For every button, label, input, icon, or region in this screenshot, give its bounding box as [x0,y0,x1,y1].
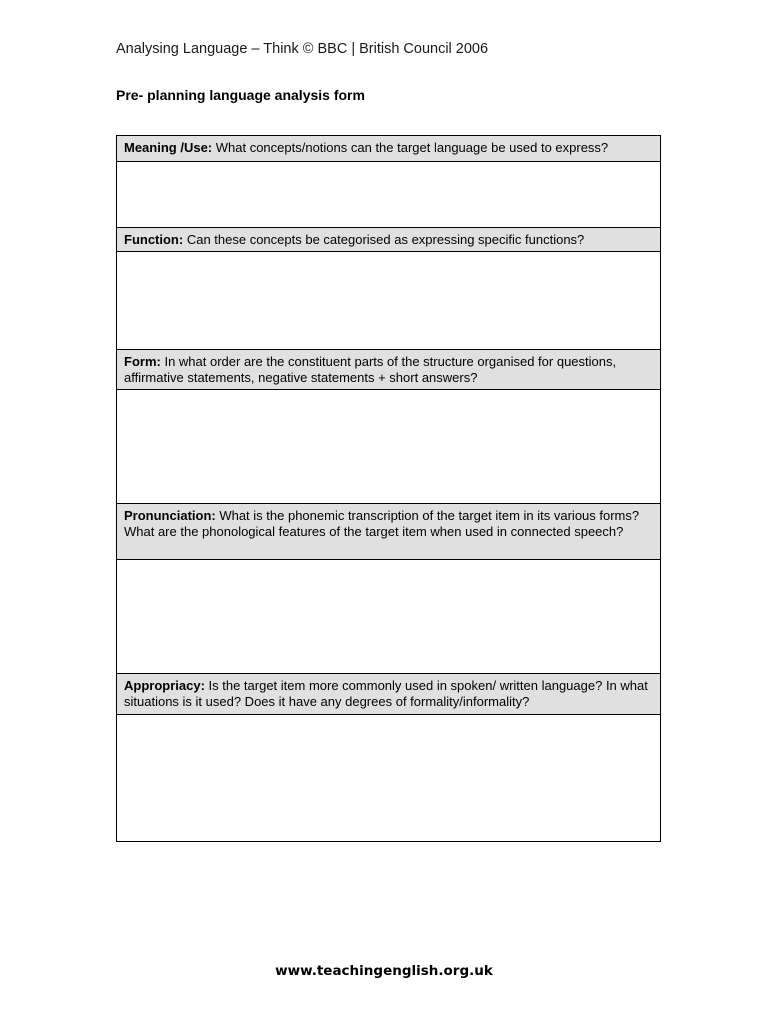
section-header-function [117,228,660,252]
analysis-form-table [116,135,661,842]
section-header-meaning-use [117,136,660,162]
section-question: What is the phonemic transcription of the target item in its various forms? What are the phonological features of the target item when used in connected speech? [124,508,640,539]
answer-box-function[interactable] [117,252,660,350]
answer-box-form[interactable] [117,390,660,504]
section-question: Is the target item more commonly used in spoken/ written language? In what situations is it used? Does it have any degrees of formality/informality? [124,678,648,709]
answer-box-appropriacy[interactable] [117,715,660,841]
section-header-appropriacy [117,674,660,715]
page-header: Analysing Language – Think © BBC | British Council 2006 [116,41,489,57]
section-label: Function: [124,232,184,247]
section-label: Meaning /Use: [124,140,213,155]
section-question: Can these concepts be categorised as expressing specific functions? [183,232,585,247]
section-header-form [117,350,660,390]
section-label: Form: [124,354,161,369]
section-label: Pronunciation: [124,508,216,523]
footer-url: www.teachingenglish.org.uk [275,963,493,979]
section-header-pronunciation [117,504,660,560]
answer-box-meaning-use[interactable] [117,162,660,228]
section-question: In what order are the constituent parts of the structure organised for questions, affirmative statements, negative statements + short answers? [124,354,617,385]
section-label: Appropriacy: [124,678,205,693]
section-question: What concepts/notions can the target language be used to express? [212,140,609,155]
form-title: Pre- planning language analysis form [116,87,365,103]
answer-box-pronunciation[interactable] [117,560,660,674]
